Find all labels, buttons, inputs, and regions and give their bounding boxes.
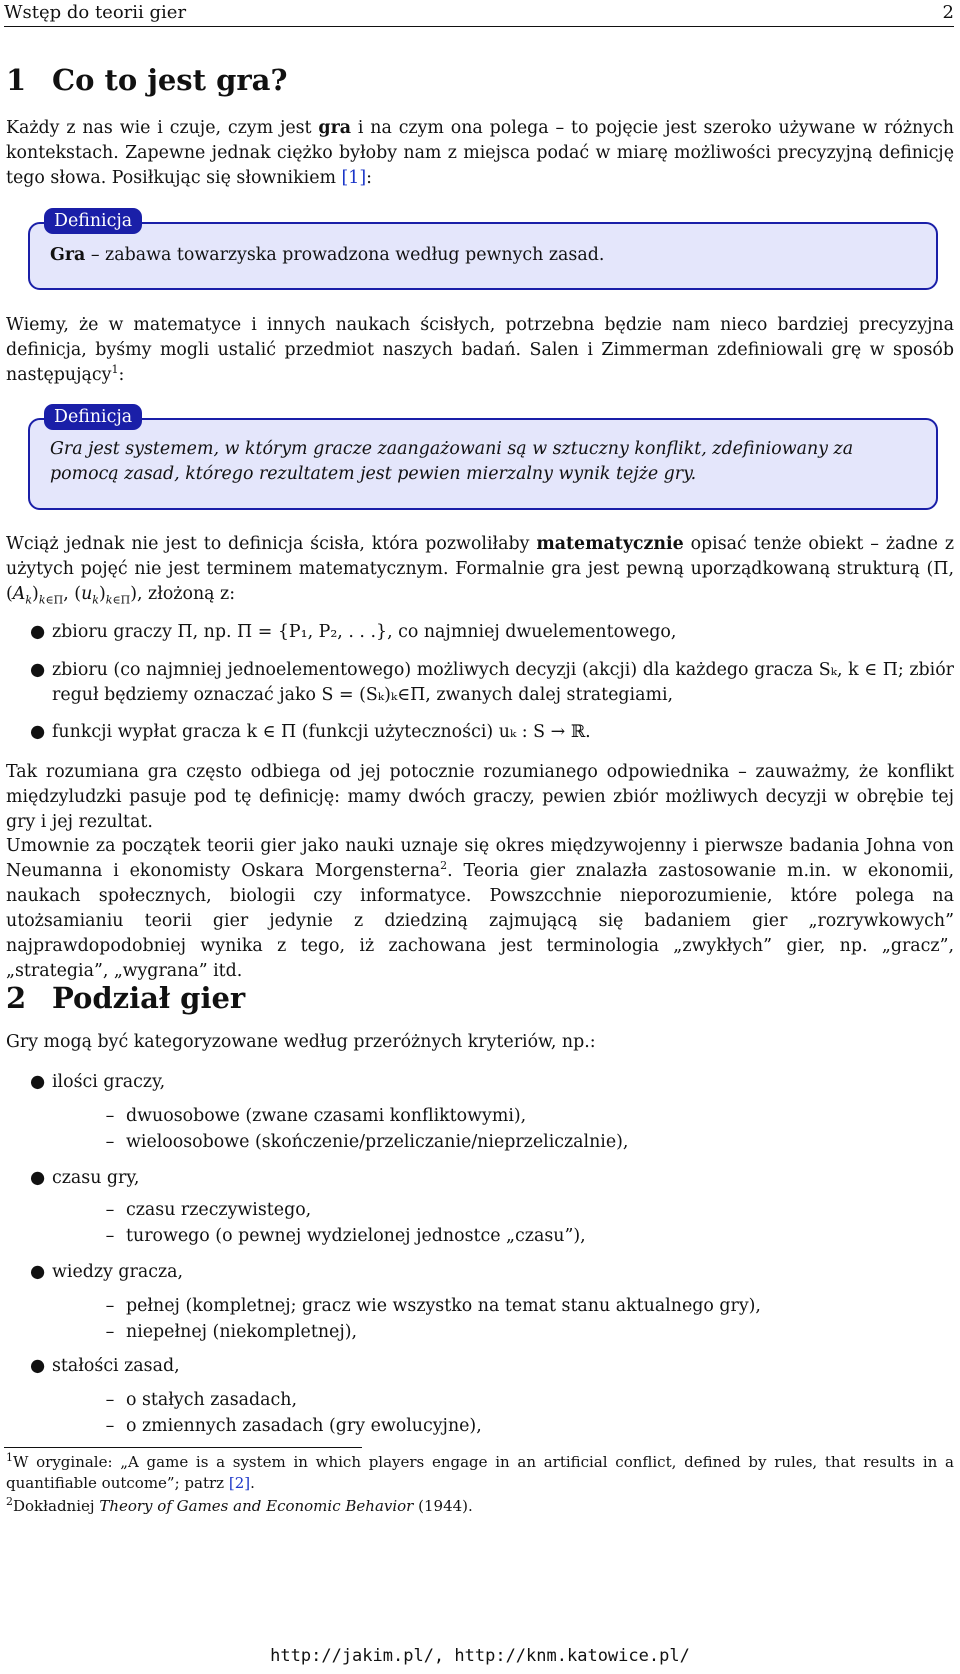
paragraph-4	[6, 760, 954, 835]
footnote-2-mark: 2	[6, 1495, 13, 1508]
footnote-rule	[4, 1447, 362, 1448]
footnote-2	[6, 1496, 954, 1517]
section-2-heading	[6, 980, 245, 1016]
section-number: 2	[6, 981, 27, 1015]
definition-box-2	[28, 418, 938, 510]
section-title: Co to jest gra?	[52, 63, 288, 97]
sub-item: turowego (o pewnej wydzielonej jednostce „czasu”),	[126, 1226, 586, 1246]
footnote-2-pre: Dokładniej	[13, 1497, 100, 1515]
intro-text-3: :	[366, 168, 373, 188]
category-label: stałości zasad,	[52, 1356, 180, 1376]
dash-icon: –	[105, 1390, 115, 1410]
paragraph-s2-intro	[6, 1030, 954, 1055]
definition-1-text	[50, 243, 910, 268]
dash-icon: –	[105, 1416, 115, 1436]
bullet-icon: ●	[30, 660, 46, 680]
para3-text-3: , złożoną z:	[136, 584, 236, 604]
para3-text-2: opisać tenże obiekt – żadne z użytych pojęć nie jest terminem matematycznym. Formalnie gra jest pewną uporządkowaną strukturą	[6, 534, 954, 579]
definition-2-tag: Definicja	[44, 404, 142, 430]
footnote-1-end: .	[250, 1474, 255, 1492]
definition-box-1	[28, 222, 938, 290]
footnote-marker-2[interactable]: 2	[440, 859, 448, 873]
footnote-1-mark: 1	[6, 1451, 13, 1464]
dash-icon: –	[105, 1322, 115, 1342]
definition-2-text: Gra jest systemem, w którym gracze zaangażowani są w sztuczny konflikt, zdefiniowany za pomocą zasad, którego rezultatem jest pewien mierzalny wynik tejże gry.	[50, 439, 854, 484]
bullet-icon: ●	[30, 1262, 46, 1282]
sub-item: dwuosobowe (zwane czasami konfliktowymi),	[126, 1106, 527, 1126]
intro-text-1: Każdy z nas wie i czuje, czym jest	[6, 118, 319, 138]
section-number: 1	[6, 63, 27, 97]
list-item-text: funkcji wypłat gracza k ∈ Π (funkcji użyteczności) uₖ : S → ℝ.	[52, 722, 591, 742]
category-list	[30, 1070, 954, 1436]
dash-icon: –	[105, 1200, 115, 1220]
sub-item: o stałych zasadach,	[126, 1390, 298, 1410]
intro-text-2: i na czym ona polega – to pojęcie jest szeroko używane w różnych kontekstach. Zapewne jednak ciężko byłoby nam z miejsca podać w miarę możliwości precyzyjną definicję tego słowa. Posiłkując się słownikiem	[6, 118, 954, 188]
category-label: ilości graczy,	[52, 1072, 166, 1092]
paragraph-2	[6, 313, 954, 388]
citation-link-1[interactable]: [1]	[341, 168, 367, 188]
bullet-icon: ●	[30, 1072, 46, 1092]
para5-text-2: . Teoria gier znalazła zastosowanie m.in. w ekonomii, naukach społecznych, biologii czy informatyce. Powszcchnie nieporozumienie, które polega na utożsamianiu teorii gier jedynie z dziedziną zajmującą się badaniem gier „rozrywkowych” najprawdopodobniej wynika z tego, iż zachowana jest terminologia „zwykłych” gier, np. „gracz”, „strategia”, „wygrana” itd.	[6, 861, 955, 981]
sub-item: o zmiennych zasadach (gry ewolucyjne),	[126, 1416, 482, 1436]
running-title: Wstęp do teorii gier	[4, 2, 187, 23]
paragraph-intro	[6, 116, 954, 191]
header-rule	[4, 26, 954, 27]
para2-end: :	[118, 365, 125, 385]
para3-bold-term: matematycznie	[536, 534, 684, 554]
bullet-icon: ●	[30, 1356, 46, 1376]
paragraph-3	[6, 532, 954, 607]
sub-item: niepełnej (niekompletnej),	[126, 1322, 358, 1342]
bullet-icon: ●	[30, 722, 46, 742]
dash-icon: –	[105, 1106, 115, 1126]
sub-item: pełnej (kompletnej; gracz wie wszystko na temat stanu aktualnego gry),	[126, 1296, 761, 1316]
dash-icon: –	[105, 1132, 115, 1152]
category-label: wiedzy gracza,	[52, 1262, 183, 1282]
dash-icon: –	[105, 1226, 115, 1246]
structure-formula: (Π, $(A_k)_{k\in\Pi}$, $(u_k)_{k\in\Pi}$)	[6, 559, 954, 607]
running-header	[4, 0, 954, 26]
definition-1-body: – zabawa towarzyska prowadzona według pewnych zasad.	[85, 245, 605, 265]
list-item-text: zbioru graczy Π, np. Π = {P₁, P₂, . . .}, co najmniej dwuelementowego,	[52, 622, 677, 642]
sub-item: czasu rzeczywistego,	[126, 1200, 312, 1220]
sub-item: wieloosobowe (skończenie/przeliczanie/nieprzeliczalnie),	[126, 1132, 629, 1152]
footnote-2-post: (1944).	[413, 1497, 473, 1515]
para3-text-1: Wciąż jednak nie jest to definicja ścisła, która pozwoliłaby	[6, 534, 537, 554]
para4-text: Tak rozumiana gra często odbiega od jej potocznie rozumianego odpowiednika – zauważmy, że konflikt międzyludzki pasuje pod tę definicję: mamy dwóch graczy, pewien zbiór możliwych decyzji w obrębie tej gry i jej rezultat.	[6, 762, 954, 832]
section-title: Podział gier	[52, 981, 246, 1015]
footnote-1-text: W oryginale: „A game is a system in which players engage in an artificial conflict, defined by rules, that results in a quantifiable outcome”; patrz	[6, 1453, 954, 1492]
footnote-1	[6, 1452, 954, 1494]
citation-link-2[interactable]: [2]	[228, 1474, 251, 1492]
footnote-marker-1[interactable]: 1	[111, 363, 119, 377]
definition-1-term: Gra	[50, 245, 86, 265]
footnote-2-title: Theory of Games and Economic Behavior	[99, 1497, 414, 1515]
definition-1-tag: Definicja	[44, 208, 142, 234]
s2-intro-text: Gry mogą być kategoryzowane według przeróżnych kryteriów, np.:	[6, 1032, 596, 1052]
para5-text-1: Umownie za początek teorii gier jako nauki uznaje się okres międzywojenny i pierwsze badania Johna von Neumanna i ekonomisty Oskara Morgensterna	[6, 836, 954, 881]
intro-bold-term: gra	[318, 118, 351, 138]
list-item-text: zbioru (co najmniej jednoelementowego) możliwych decyzji (akcji) dla każdego gracza Sₖ, k ∈ Π; zbiór reguł będziemy oznaczać jako S = (Sₖ)ₖ∈Π, zwanych dalej strategiami,	[52, 660, 954, 705]
category-label: czasu gry,	[52, 1168, 140, 1188]
section-1-heading	[6, 62, 287, 98]
paragraph-5	[6, 834, 954, 984]
page-number: 2	[942, 2, 954, 23]
footer-links[interactable]: http://jakim.pl/, http://knm.katowice.pl/	[270, 1646, 690, 1666]
bullet-icon: ●	[30, 1168, 46, 1188]
para2-text: Wiemy, że w matematyce i innych naukach ścisłych, potrzebna będzie nam nieco bardziej precyzyjna definicja, byśmy mogli ustalić przedmiot naszych badań. Salen i Zimmerman zdefiniowali grę w sposób następujący	[6, 315, 954, 385]
bullet-icon: ●	[30, 622, 46, 642]
dash-icon: –	[105, 1296, 115, 1316]
